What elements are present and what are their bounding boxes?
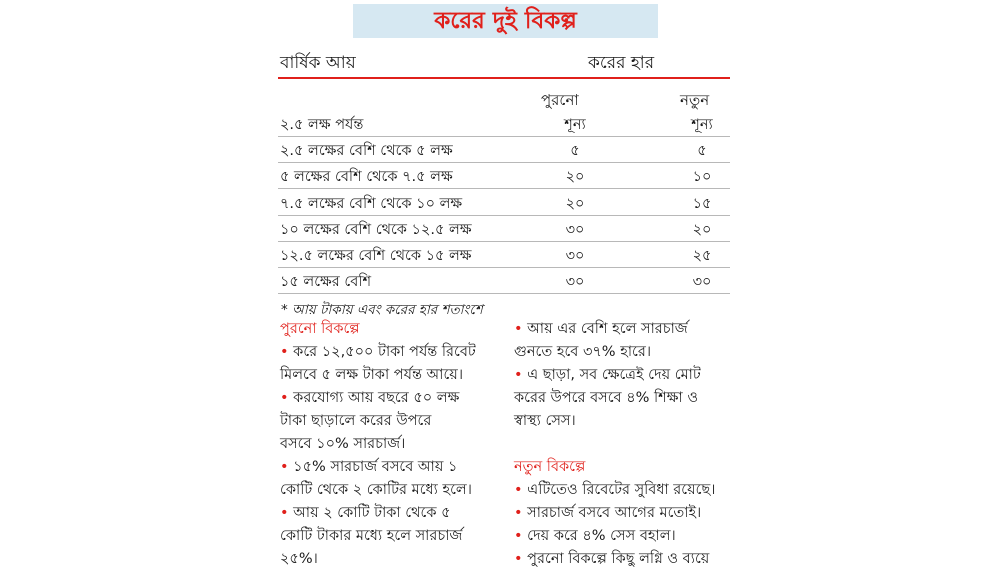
bullet-text: স্বাস্থ্য সেস। (514, 413, 576, 429)
bullet-text: এটিতেও রিবেটের সুবিধা রয়েছে। (527, 482, 716, 498)
table-row (278, 189, 730, 216)
bullet-text: এ ছাড়া, সব ক্ষেত্রেই দেয় মোট (527, 367, 701, 383)
new-rate-cell: ২০ (692, 221, 712, 238)
rate-header: করের হার (588, 53, 655, 73)
old-option-section (280, 318, 510, 571)
bullet-item (514, 548, 744, 571)
bullet-icon: • (280, 505, 294, 521)
income-range-cell: ১০ লক্ষের বেশি থেকে ১২.৫ লক্ষ (280, 221, 472, 238)
new-option-section (514, 456, 744, 571)
bullet-icon: • (514, 551, 528, 567)
header-divider (278, 77, 730, 79)
old-option-heading: পুরনো বিকল্পে (280, 321, 360, 337)
new-rate-cell: শূন্য (691, 117, 713, 133)
old-column-header: পুরনো (541, 91, 579, 109)
new-rate-cell: ১০ (692, 169, 712, 186)
bullet-icon: • (514, 367, 528, 383)
new-column-header: নতুন (680, 91, 710, 109)
bullet-text: দেয় করে ৪% সেস বহাল। (527, 528, 676, 544)
title-banner (353, 4, 658, 38)
page-title: করের দুই বিকল্প (434, 8, 577, 34)
income-range-cell: ১২.৫ লক্ষের বেশি থেকে ১৫ লক্ষ (280, 248, 472, 264)
bullet-item (280, 456, 510, 502)
table-row (278, 215, 730, 242)
bullet-item (280, 341, 510, 387)
bullet-text: সারচার্জ বসবে আগের মতোই। (527, 505, 702, 521)
table-row (278, 136, 730, 163)
bullet-text: গুনতে হবে ৩৭% হারে। (514, 344, 652, 360)
new-option-heading: নতুন বিকল্পে (514, 459, 586, 475)
bullet-icon: • (514, 505, 528, 521)
bullet-text: করে ১২,৫০০ টাকা পর্যন্ত রিবেট (293, 344, 476, 360)
bullet-icon: • (280, 459, 294, 475)
footnote: * আয় টাকায় এবং করের হার শতাংশে (281, 302, 483, 318)
bullet-item (514, 318, 744, 364)
new-rate-cell: ৩০ (692, 274, 712, 291)
bullet-item (514, 502, 744, 525)
new-rate-cell: ১৫ (692, 195, 712, 212)
right-column (514, 318, 744, 433)
bullet-item (514, 525, 744, 548)
new-rate-cell: ৫ (697, 143, 707, 160)
income-range-cell: ২.৫ লক্ষের বেশি থেকে ৫ লক্ষ (280, 143, 453, 160)
income-range-cell: ৭.৫ লক্ষের বেশি থেকে ১০ লক্ষ (280, 195, 463, 212)
bullet-text: কোটি টাকার মধ্যে হলে সারচার্জ (280, 528, 463, 544)
bullet-icon: • (514, 528, 528, 544)
bullet-text: বসবে ১০% সারচার্জ। (280, 436, 406, 452)
bullet-text: করের উপরে বসবে ৪% শিক্ষা ও (514, 390, 698, 406)
income-header: বার্ষিক আয় (280, 53, 356, 73)
bullet-icon: • (280, 344, 294, 360)
bullet-text: মিলবে ৫ লক্ষ টাকা পর্যন্ত আয়ে। (280, 367, 464, 383)
income-range-cell: ১৫ লক্ষের বেশি (280, 274, 372, 291)
bullet-item (280, 387, 510, 456)
income-range-cell: ২.৫ লক্ষ পর্যন্ত (280, 117, 364, 133)
old-rate-cell: ৩০ (565, 221, 585, 238)
bullet-text: আয় ২ কোটি টাকা থেকে ৫ (293, 505, 451, 521)
old-rate-cell: ২০ (565, 169, 585, 186)
bullet-icon: • (514, 482, 528, 498)
bullet-item (514, 479, 744, 502)
old-rate-cell: ২০ (565, 195, 585, 212)
bullet-icon: • (514, 321, 528, 337)
bullet-text: করযোগ্য আয় বছরে ৫০ লক্ষ (293, 390, 460, 406)
old-rate-cell: ৫ (570, 143, 580, 160)
new-rate-cell: ২৫ (692, 248, 712, 264)
bullet-text: ১৫% সারচার্জ বসবে আয় ১ (293, 459, 458, 475)
bullet-item (280, 502, 510, 571)
table-row (278, 241, 730, 268)
bullet-text: ২৫%। (280, 551, 318, 567)
old-rate-cell: শূন্য (564, 117, 586, 133)
bullet-text: কোটি থেকে ২ কোটির মধ্যে হলে। (280, 482, 472, 498)
bullet-icon: • (280, 390, 294, 406)
old-rate-cell: ৩০ (565, 274, 585, 291)
table-row (278, 267, 730, 294)
bullet-item (514, 364, 744, 433)
table-row (278, 110, 730, 137)
old-rate-cell: ৩০ (565, 248, 585, 264)
income-range-cell: ৫ লক্ষের বেশি থেকে ৭.৫ লক্ষ (280, 169, 453, 186)
table-row (278, 162, 730, 189)
bullet-text: টাকা ছাড়ালে করের উপরে (280, 413, 432, 429)
bullet-text: আয় এর বেশি হলে সারচার্জ (527, 321, 688, 337)
bullet-text: পুরনো বিকল্পে কিছু লগ্নি ও ব্যয়ে (527, 551, 710, 567)
